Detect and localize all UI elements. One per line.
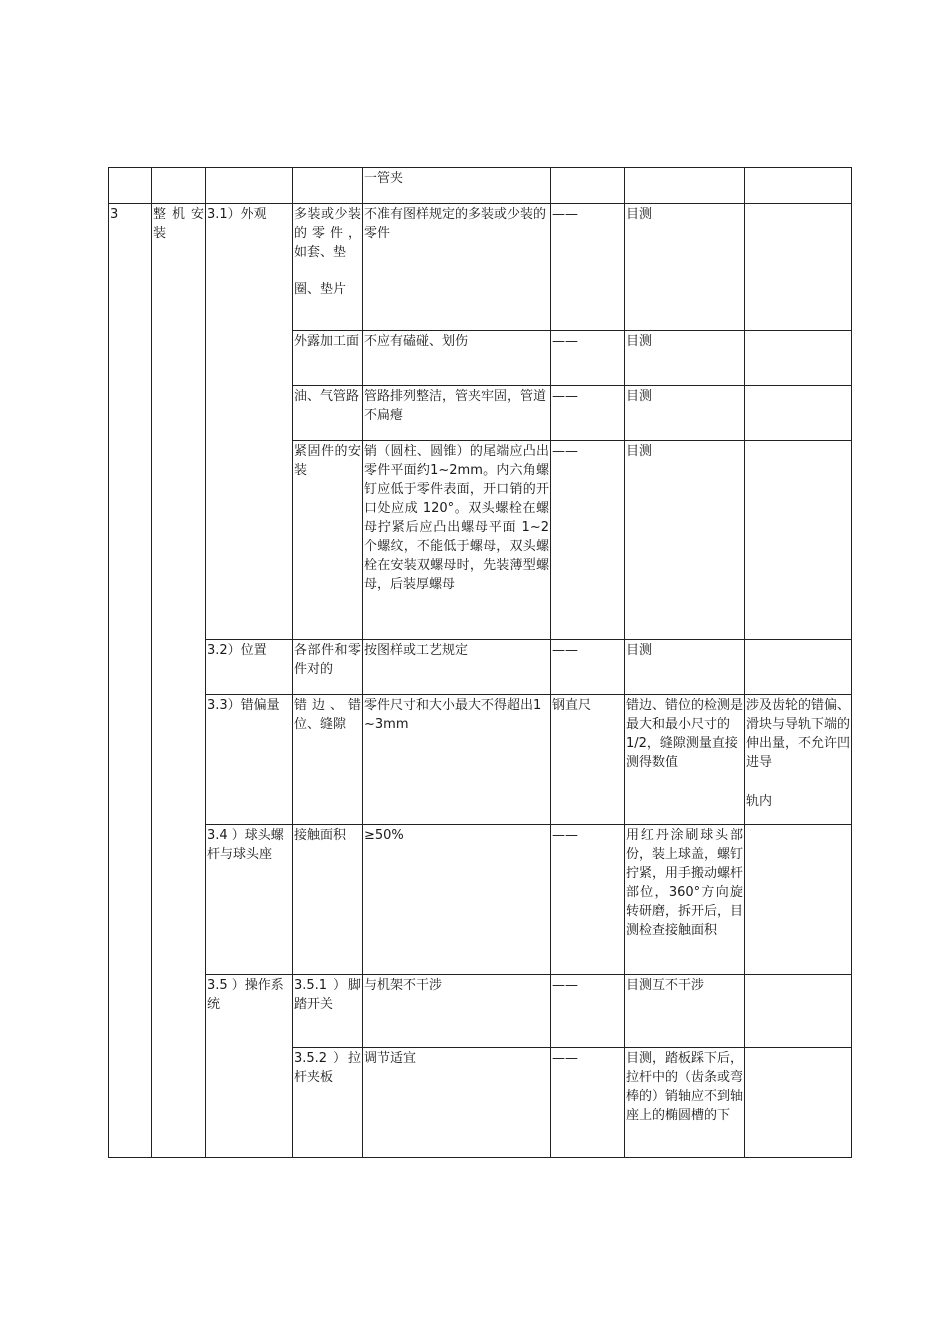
- table-cell: [152, 168, 206, 204]
- table-row: [109, 640, 852, 695]
- method-cell: 目测: [625, 386, 745, 441]
- method-cell: 目测: [625, 331, 745, 386]
- table-row: [109, 204, 852, 331]
- subsection-label: 3.4 ）球头螺杆与球头座: [206, 825, 293, 975]
- tool-cell: ——: [551, 204, 625, 331]
- section-number: 3: [109, 204, 152, 1158]
- method-cell: 目测: [625, 441, 745, 640]
- note-cell: [745, 640, 852, 695]
- item-cell: 各部件和零件对的: [293, 640, 363, 695]
- tool-cell: ——: [551, 975, 625, 1048]
- tool-cell: ——: [551, 441, 625, 640]
- requirement-cell: 按图样或工艺规定: [363, 640, 551, 695]
- requirement-cell: 调节适宜: [363, 1048, 551, 1158]
- subsection-label: 3.1）外观: [206, 204, 293, 640]
- method-cell: 目测: [625, 640, 745, 695]
- note-cell: [745, 825, 852, 975]
- requirement-cell: 零件尺寸和大小最大不得超出1~3mm: [363, 695, 551, 825]
- item-cell: 多装或少装的零件， 如套、垫 圈、垫片: [293, 204, 363, 331]
- table-cell: [551, 168, 625, 204]
- note-cell: [745, 386, 852, 441]
- table-row: [109, 695, 852, 825]
- item-cell: 3.5.2 ）拉杆夹板: [293, 1048, 363, 1158]
- note-cell: [745, 1048, 852, 1158]
- tool-cell: ——: [551, 386, 625, 441]
- note-cell: 涉及齿轮的错偏、滑块与导轨下端的伸出量，不允许凹进导 轨内: [745, 695, 852, 825]
- requirement-cell: 与机架不干涉: [363, 975, 551, 1048]
- method-cell: 目测: [625, 204, 745, 331]
- note-cell: [745, 975, 852, 1048]
- requirement-cell: 不准有图样规定的多装或少装的零件: [363, 204, 551, 331]
- method-cell: 目测，踏板踩下后，拉杆中的（齿条或弯棒的）销轴应不到轴座上的椭圆槽的下: [625, 1048, 745, 1158]
- tool-cell: ——: [551, 1048, 625, 1158]
- method-cell: 目测互不干涉: [625, 975, 745, 1048]
- subsection-label: 3.3）错偏量: [206, 695, 293, 825]
- tool-cell: ——: [551, 825, 625, 975]
- subsection-label: 3.5 ）操作系统: [206, 975, 293, 1158]
- note-cell: [745, 441, 852, 640]
- subsection-label: 3.2）位置: [206, 640, 293, 695]
- requirement-cell: 销（圆柱、圆锥）的尾端应凸出零件平面约1~2mm。内六角螺钉应低于零件表面，开口销的开口处应成 120°。双头螺栓在螺母拧紧后应凸出螺母平面 1~2 个螺纹，不能低于螺母，双头螺栓在安装双螺母时，先装薄型螺母，后装厚螺母: [363, 441, 551, 640]
- table-cell: 一管夹: [363, 168, 551, 204]
- item-cell: 外露加工面: [293, 331, 363, 386]
- table-cell: [206, 168, 293, 204]
- inspection-table: [108, 167, 852, 1158]
- item-cell: 接触面积: [293, 825, 363, 975]
- note-cell: [745, 204, 852, 331]
- method-cell: 用红丹涂刷球头部份，装上球盖，螺钉拧紧，用手搬动螺杆部位，360°方向旋转研磨，拆开后，目测检查接触面积: [625, 825, 745, 975]
- item-cell: 油、气管路: [293, 386, 363, 441]
- table-cell: [293, 168, 363, 204]
- note-cell: [745, 331, 852, 386]
- item-cell: 紧固件的安装: [293, 441, 363, 640]
- requirement-cell: 不应有磕碰、划伤: [363, 331, 551, 386]
- table-row: [109, 168, 852, 204]
- item-cell: 3.5.1 ）脚踏开关: [293, 975, 363, 1048]
- tool-cell: ——: [551, 331, 625, 386]
- requirement-cell: 管路排列整洁，管夹牢固，管道不扁瘪: [363, 386, 551, 441]
- item-cell: 错边、错位、缝隙: [293, 695, 363, 825]
- requirement-cell: ≥50%: [363, 825, 551, 975]
- tool-cell: ——: [551, 640, 625, 695]
- table-row: [109, 975, 852, 1048]
- table-cell: [625, 168, 745, 204]
- section-name: 整机安装: [152, 204, 206, 1158]
- tool-cell: 钢直尺: [551, 695, 625, 825]
- method-cell: 错边、错位的检测是最大和最小尺寸的 1/2，缝隙测量直接测得数值: [625, 695, 745, 825]
- table-cell: [109, 168, 152, 204]
- table-cell: [745, 168, 852, 204]
- table-row: [109, 825, 852, 975]
